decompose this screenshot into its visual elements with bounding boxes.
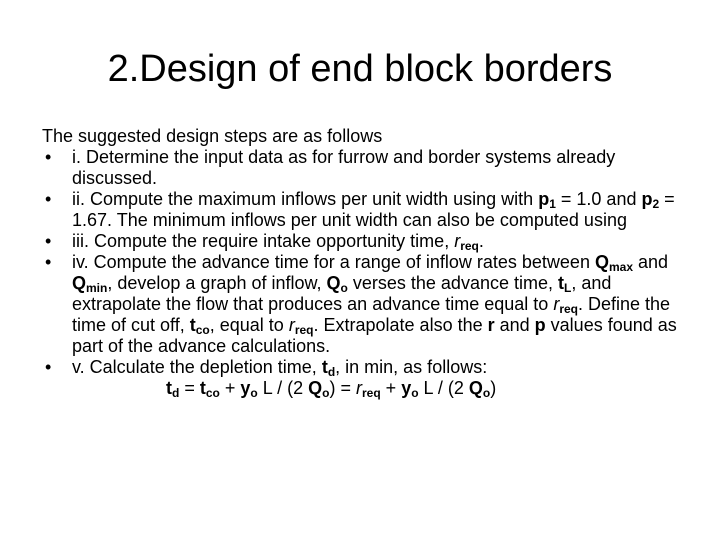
operator: + (219, 378, 241, 398)
symbol-r: r (288, 315, 295, 335)
bullet-icon: • (45, 147, 52, 167)
step-text: = 1.67. The minimum inflows per unit width can also be computed using (72, 189, 675, 230)
subscript: 2 (652, 197, 660, 211)
step-item (42, 147, 682, 189)
symbol-r: r (355, 378, 362, 398)
bullet-icon: • (45, 252, 52, 272)
slide-title: 2.Design of end block borders (107, 48, 613, 90)
subscript: d (172, 386, 180, 400)
subscript: 1 (549, 197, 556, 211)
subscript: co (205, 386, 220, 400)
symbol-Q: Q (308, 378, 323, 398)
subscript: o (411, 386, 419, 400)
operator: ) (490, 378, 497, 398)
step-item (42, 231, 682, 252)
symbol-Q: Q (326, 273, 341, 293)
step-text: , in min, as follows: (335, 357, 488, 377)
operator: = (335, 378, 356, 398)
step-text: values found as part of the advance calculations. (72, 315, 677, 356)
operator: L / (2 (257, 378, 309, 398)
symbol-p: p (641, 189, 653, 209)
symbol-r: r (553, 294, 560, 314)
step-text: , and extrapolate the flow that produces an advance time equal to (72, 273, 612, 314)
operator: L / (2 (418, 378, 469, 398)
subscript: o (250, 386, 258, 400)
symbol-Q: Q (72, 273, 87, 293)
depletion-formula (42, 378, 682, 399)
slide-body (42, 126, 682, 399)
symbol-t: t (321, 357, 328, 377)
symbol-r: r (454, 231, 461, 251)
subscript: req (460, 239, 479, 253)
step-text: , develop a graph of inflow, (107, 273, 327, 293)
subscript: o (340, 281, 348, 295)
symbol-t: t (166, 378, 172, 398)
subscript: req (361, 386, 381, 400)
step-text: v. Calculate the depletion time, (72, 357, 322, 377)
step-text: . Define the time of cut off, (72, 294, 671, 335)
step-item (42, 189, 682, 231)
symbol-t: t (189, 315, 196, 335)
step-text: iv. Compute the advance time for a range of inflow rates between (72, 252, 595, 272)
operator: = (179, 378, 200, 398)
bullet-icon: • (45, 189, 52, 209)
step-text: . (478, 231, 484, 251)
bullet-icon: • (45, 231, 52, 251)
step-text: ii. Compute the maximum inflows per unit width using with (72, 189, 539, 209)
step-text: i. Determine the input data as for furrow and border systems already discussed. (72, 147, 616, 188)
step-text: iii. Compute the require intake opportunity time, (72, 231, 455, 251)
subscript: o (322, 386, 330, 400)
step-text: verses the advance time, (347, 273, 558, 293)
subscript: req (559, 302, 578, 316)
step-text: and (633, 252, 669, 272)
operator: + (380, 378, 402, 398)
step-text: = 1.0 and (555, 189, 642, 209)
step-item (42, 252, 682, 357)
subscript: o (482, 386, 491, 400)
symbol-Q: Q (594, 252, 609, 272)
symbol-t: t (199, 378, 206, 398)
step-item (42, 357, 682, 378)
subscript: min (86, 281, 108, 295)
symbol-p: p (534, 315, 546, 335)
intro-text: The suggested design steps are as follows (42, 126, 383, 146)
subscript: req (294, 323, 314, 337)
symbol-y: y (401, 378, 412, 398)
subscript: d (327, 365, 336, 379)
symbol-p: p (538, 189, 550, 209)
subscript: max (608, 260, 633, 274)
bullet-icon: • (45, 357, 52, 377)
subscript: co (195, 323, 210, 337)
step-text: and (494, 315, 535, 335)
operator: ) (329, 378, 336, 398)
steps-list (42, 147, 682, 378)
step-text: , equal to (209, 315, 289, 335)
symbol-t: t (557, 273, 564, 293)
step-text: . Extrapolate also the (313, 315, 488, 335)
symbol-y: y (240, 378, 251, 398)
subscript: L (563, 281, 572, 295)
symbol-r: r (487, 315, 495, 335)
symbol-Q: Q (468, 378, 483, 398)
